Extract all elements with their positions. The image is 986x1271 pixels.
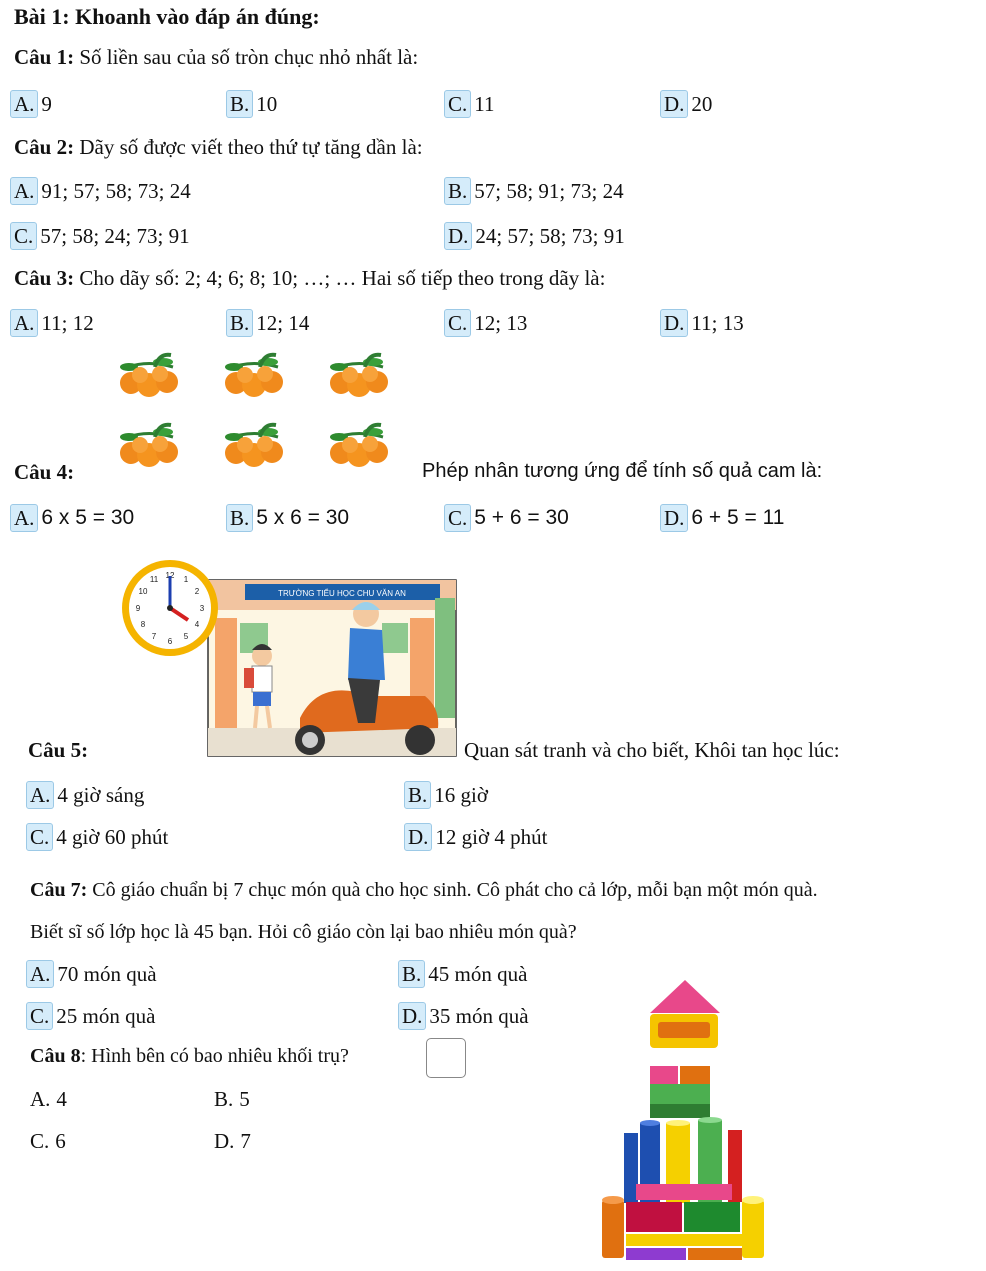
option-letter: C.	[26, 823, 53, 851]
clock-number: 11	[149, 575, 159, 584]
question-label: Câu 7:	[30, 879, 88, 901]
option-text: 16 giờ	[434, 782, 488, 807]
option-5a[interactable]	[26, 781, 144, 809]
option-text: 11; 12	[41, 310, 94, 335]
question-label: Câu 1:	[14, 45, 75, 69]
option-letter: D.	[214, 1129, 235, 1153]
option-text: 4 giờ 60 phút	[56, 824, 169, 849]
clock-number: 5	[183, 632, 189, 641]
option-text: 11	[474, 91, 495, 116]
option-text: 6 x 5 = 30	[41, 506, 135, 529]
question-label: Câu 5:	[28, 738, 89, 762]
option-letter: C.	[10, 222, 37, 250]
option-1c[interactable]	[444, 90, 495, 118]
question-4-label	[14, 460, 74, 485]
option-letter: B.	[398, 960, 425, 988]
option-text: 4	[56, 1086, 67, 1111]
option-7b[interactable]	[398, 960, 527, 988]
option-letter: A.	[10, 177, 38, 205]
oranges-image	[110, 350, 410, 475]
clock-number: 9	[135, 604, 141, 613]
clock-number: 8	[140, 620, 146, 629]
option-letter: C.	[26, 1002, 53, 1030]
option-letter: B.	[226, 309, 253, 337]
option-text: 4 giờ sáng	[57, 782, 145, 807]
option-letter: A.	[10, 90, 38, 118]
option-letter: C.	[444, 309, 471, 337]
option-letter: A.	[10, 504, 38, 532]
option-3d[interactable]	[660, 309, 744, 337]
option-text: 12; 14	[256, 310, 310, 335]
option-4d[interactable]	[660, 504, 784, 532]
option-letter: D.	[660, 504, 688, 532]
clock-number: 10	[138, 587, 148, 596]
question-text: Số liền sau của số tròn chục nhỏ nhất là:	[79, 45, 419, 69]
option-8b[interactable]	[214, 1086, 250, 1112]
question-7	[30, 879, 818, 902]
option-5c[interactable]	[26, 823, 168, 851]
option-text: 45 món quà	[428, 961, 528, 986]
option-letter: D.	[660, 309, 688, 337]
option-8a[interactable]	[30, 1086, 67, 1112]
option-8d[interactable]	[214, 1128, 251, 1154]
option-letter: A.	[30, 1087, 51, 1111]
option-5d[interactable]	[404, 823, 547, 851]
question-label: Câu 8	[30, 1045, 81, 1067]
clock-number: 7	[151, 632, 157, 641]
option-4a[interactable]	[10, 504, 134, 532]
question-1	[14, 45, 418, 70]
option-text: 5	[239, 1086, 250, 1111]
question-8	[30, 1045, 349, 1068]
clock-number: 2	[194, 587, 200, 596]
clock-number: 4	[194, 620, 200, 629]
option-5b[interactable]	[404, 781, 488, 809]
clock-number: 1	[183, 575, 189, 584]
option-2c[interactable]	[10, 222, 190, 250]
question-4-text: Phép nhân tương ứng để tính số quả cam là:	[422, 460, 823, 482]
option-4c[interactable]	[444, 504, 569, 532]
clock-number: 6	[167, 637, 173, 646]
clock-number: 3	[199, 604, 205, 613]
option-letter: A.	[10, 309, 38, 337]
question-7-line2: Biết sĩ số lớp học là 45 bạn. Hỏi cô giáo còn lại bao nhiêu món quà?	[30, 921, 577, 943]
option-text: 11; 13	[691, 310, 744, 335]
answer-box[interactable]	[426, 1038, 466, 1078]
option-text: 91; 57; 58; 73; 24	[41, 178, 191, 203]
option-text: 12; 13	[474, 310, 528, 335]
option-text: 9	[41, 91, 52, 116]
option-text: 6	[55, 1128, 66, 1153]
question-text: : Hình bên có bao nhiêu khối trụ?	[80, 1045, 349, 1067]
option-letter: A.	[26, 960, 54, 988]
question-text: Cho dãy số: 2; 4; 6; 8; 10; …; … Hai số tiếp theo trong dãy là:	[79, 266, 606, 290]
option-letter: B.	[226, 90, 253, 118]
option-7d[interactable]	[398, 1002, 529, 1030]
option-text: 5 x 6 = 30	[256, 506, 350, 529]
question-5-text: Quan sát tranh và cho biết, Khôi tan học lúc:	[464, 738, 840, 762]
question-3	[14, 266, 605, 291]
option-7a[interactable]	[26, 960, 157, 988]
option-2b[interactable]	[444, 177, 624, 205]
option-3b[interactable]	[226, 309, 309, 337]
option-text: 57; 58; 91; 73; 24	[474, 178, 624, 203]
school-sign-text: TRƯỜNG TIỂU HỌC CHU VĂN AN	[278, 589, 406, 598]
option-letter: B.	[404, 781, 431, 809]
question-text: Cô giáo chuẩn bị 7 chục món quà cho học sinh. Cô phát cho cả lớp, mỗi bạn một món quà.	[92, 879, 818, 901]
option-text: 5 + 6 = 30	[474, 506, 569, 529]
option-text: 10	[256, 91, 278, 116]
option-7c[interactable]	[26, 1002, 155, 1030]
option-text: 35 món quà	[429, 1003, 529, 1028]
question-text: Dãy số được viết theo thứ tự tăng dần là:	[79, 135, 423, 159]
option-text: 7	[240, 1128, 251, 1153]
option-4b[interactable]	[226, 504, 349, 532]
option-letter: A.	[26, 781, 54, 809]
option-letter: D.	[404, 823, 432, 851]
option-3c[interactable]	[444, 309, 527, 337]
question-5-label	[28, 738, 88, 763]
option-letter: C.	[30, 1129, 50, 1153]
block-tower-image	[590, 978, 780, 1268]
question-label: Câu 2:	[14, 135, 75, 159]
option-2a[interactable]	[10, 177, 191, 205]
option-2d[interactable]	[444, 222, 625, 250]
option-letter: B.	[226, 504, 253, 532]
page-title: Bài 1: Khoanh vào đáp án đúng:	[14, 4, 320, 29]
option-1b[interactable]	[226, 90, 277, 118]
option-letter: B.	[444, 177, 471, 205]
option-letter: D.	[398, 1002, 426, 1030]
option-letter: D.	[444, 222, 472, 250]
option-text: 24; 57; 58; 73; 91	[475, 223, 625, 248]
question-2	[14, 135, 423, 160]
option-text: 20	[691, 91, 713, 116]
option-text: 57; 58; 24; 73; 91	[40, 223, 190, 248]
question-label: Câu 3:	[14, 266, 75, 290]
option-text: 6 + 5 = 11	[691, 506, 785, 529]
option-1a[interactable]	[10, 90, 52, 118]
option-1d[interactable]	[660, 90, 712, 118]
option-3a[interactable]	[10, 309, 94, 337]
question-label: Câu 4:	[14, 460, 75, 484]
school-scene-image	[120, 558, 460, 758]
clock-number: 12	[165, 571, 175, 580]
option-letter: D.	[660, 90, 688, 118]
option-text: 12 giờ 4 phút	[435, 824, 548, 849]
option-letter: B.	[214, 1087, 234, 1111]
option-8c[interactable]	[30, 1128, 66, 1154]
option-text: 70 món quà	[57, 961, 157, 986]
option-letter: C.	[444, 504, 471, 532]
option-letter: C.	[444, 90, 471, 118]
option-text: 25 món quà	[56, 1003, 156, 1028]
